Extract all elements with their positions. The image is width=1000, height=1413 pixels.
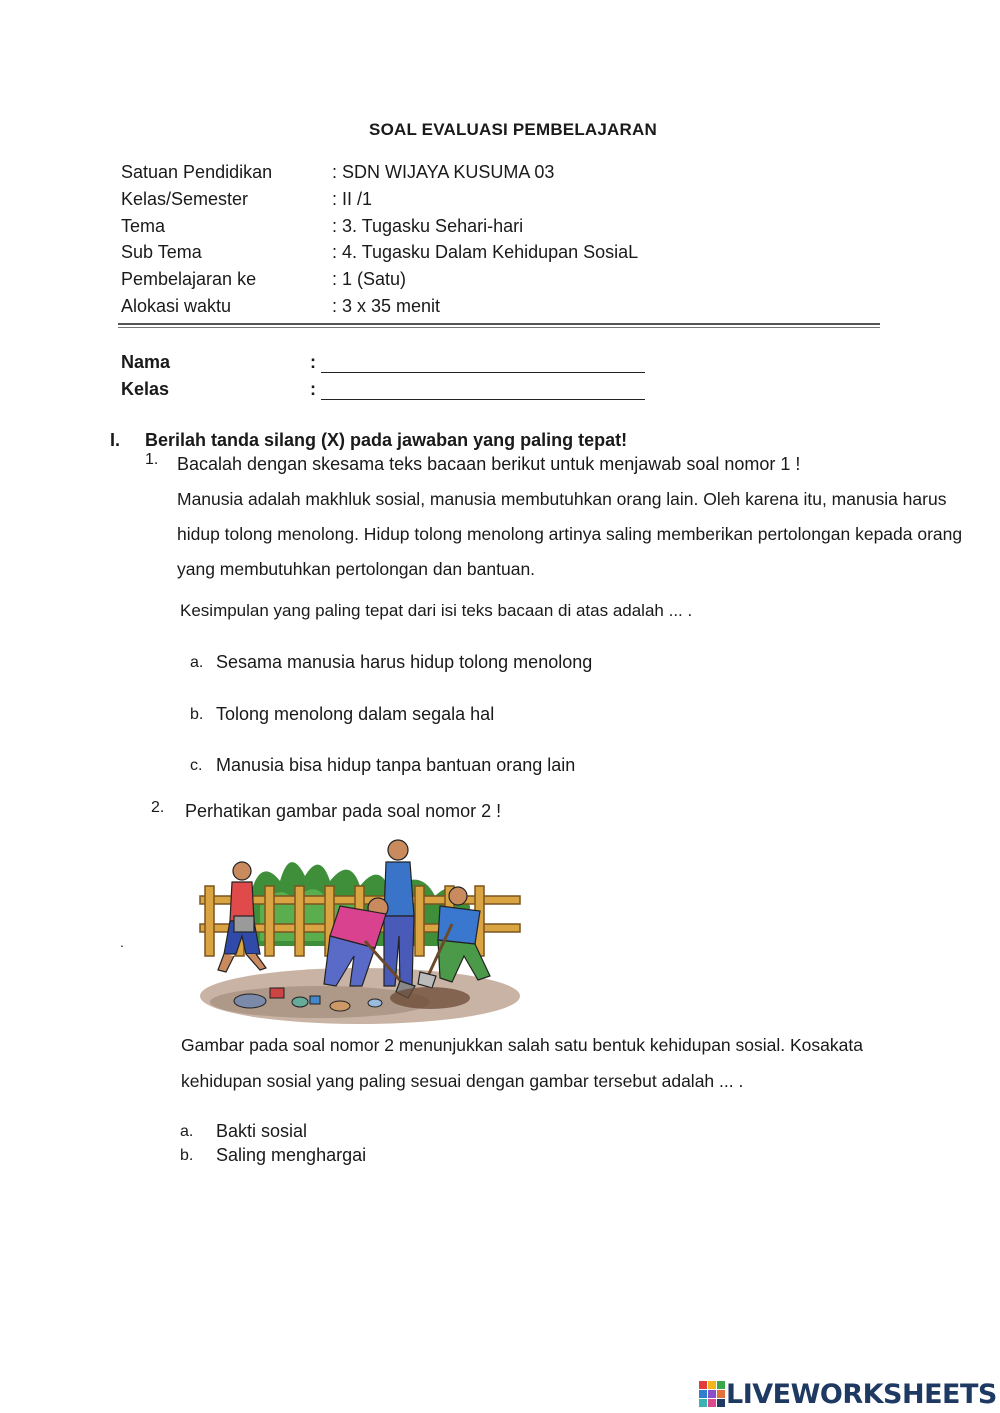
header-divider (118, 323, 880, 325)
question-2-intro: Perhatikan gambar pada soal nomor 2 ! (185, 801, 502, 821)
q1-option-c-letter: c. (190, 757, 203, 774)
section-number: I. (110, 430, 121, 450)
liveworksheets-logo-icon (698, 1380, 726, 1408)
info-label-subtema: Sub Tema (121, 242, 202, 262)
class-field-label: Kelas (121, 379, 170, 399)
passage-line-1: Manusia adalah makhluk sosial, manusia membutuhkan orang lain. Oleh karena itu, manusia harus (177, 489, 947, 509)
q1-option-a-letter: a. (190, 654, 204, 671)
liveworksheets-logo[interactable] (698, 1378, 997, 1410)
info-label-alokasi: Alokasi waktu (121, 296, 232, 316)
stray-dot: . (120, 934, 124, 950)
q2-option-b[interactable]: Saling menghargai (216, 1145, 367, 1165)
q1-option-a[interactable]: Sesama manusia harus hidup tolong menolong (216, 652, 593, 672)
question-2-prompt-line-2: kehidupan sosial yang paling sesuai dengan gambar tersebut adalah ... . (181, 1071, 744, 1091)
question-1-number: 1. (145, 451, 159, 468)
question-2-number: 2. (151, 799, 165, 816)
section-instruction: Berilah tanda silang (X) pada jawaban yang paling tepat! (145, 430, 628, 450)
passage-line-2: hidup tolong menolong. Hidup tolong menolong artinya saling memberikan pertolongan kepada orang (177, 524, 963, 544)
question-1-intro: Bacalah dengan skesama teks bacaan berikut untuk menjawab soal nomor 1 ! (177, 454, 801, 474)
passage-line-3: yang membutuhkan pertolongan dan bantuan. (177, 559, 536, 579)
info-label-kelas-semester: Kelas/Semester (121, 189, 249, 209)
class-field-colon: : (310, 379, 316, 399)
q2-option-b-letter: b. (180, 1147, 194, 1164)
name-answer-line[interactable] (321, 372, 645, 373)
question-2-prompt-line-1: Gambar pada soal nomor 2 menunjukkan salah satu bentuk kehidupan sosial. Kosakata (181, 1035, 863, 1055)
info-value-satuan: : SDN WIJAYA KUSUMA 03 (332, 162, 555, 182)
info-value-alokasi: : 3 x 35 menit (332, 296, 441, 316)
q1-option-c[interactable]: Manusia bisa hidup tanpa bantuan orang lain (216, 755, 576, 775)
liveworksheets-logo-text: LIVEWORKSHEETS (726, 1378, 997, 1410)
info-label-pembelajaran: Pembelajaran ke (121, 269, 257, 289)
info-value-tema: : 3. Tugasku Sehari-hari (332, 216, 524, 236)
q1-option-b-letter: b. (190, 706, 204, 723)
header-divider-thin (118, 327, 880, 328)
community-cleanup-illustration (190, 836, 525, 1026)
q2-option-a-letter: a. (180, 1123, 194, 1140)
q2-option-a[interactable]: Bakti sosial (216, 1121, 308, 1141)
question-1-prompt: Kesimpulan yang paling tepat dari isi teks bacaan di atas adalah ... . (180, 601, 693, 620)
name-field-colon: : (310, 352, 316, 372)
worksheet-title: SOAL EVALUASI PEMBELAJARAN (369, 120, 657, 139)
info-value-kelas-semester: : II /1 (332, 189, 373, 209)
name-field-label: Nama (121, 352, 171, 372)
class-answer-line[interactable] (321, 399, 645, 400)
q1-option-b[interactable]: Tolong menolong dalam segala hal (216, 704, 495, 724)
info-label-satuan: Satuan Pendidikan (121, 162, 273, 182)
info-value-pembelajaran: : 1 (Satu) (332, 269, 407, 289)
info-value-subtema: : 4. Tugasku Dalam Kehidupan SosiaL (332, 242, 639, 262)
info-label-tema: Tema (121, 216, 166, 236)
